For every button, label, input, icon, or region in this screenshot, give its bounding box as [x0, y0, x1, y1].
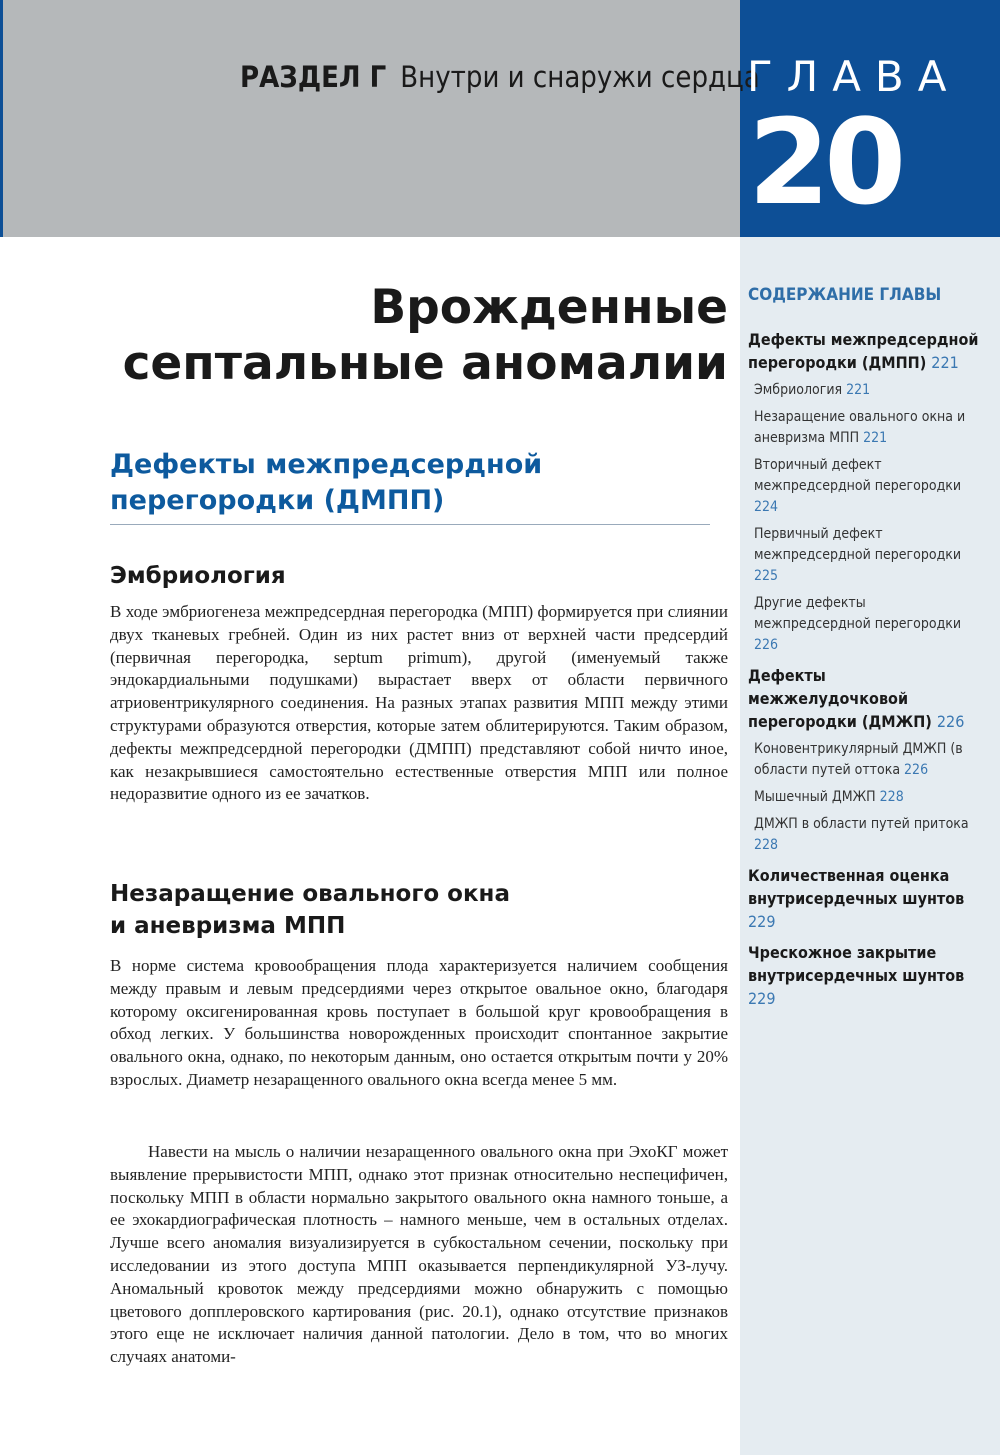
- toc-page-number: 225: [754, 568, 779, 584]
- toc-subentry[interactable]: [754, 739, 988, 781]
- paragraph: В норме система кровообращения плода характеризуется наличием сообщения между правым и левым предсердиями через открытое овальное окно, благодаря которому оксигенированная кровь поступает в большой круг кровообращения в обход легких. У большинства новорожденных происходит спонтанное закрытие овального окна, однако, по некоторым данным, оно остается открытым почти у 20% взрослых. Диаметр незаращенного овального окна всегда менее 5 мм.: [110, 956, 728, 1089]
- sidebar-title: СОДЕРЖАНИЕ ГЛАВЫ: [748, 285, 942, 305]
- toc-page-number: 226: [936, 712, 965, 731]
- toc-subentry[interactable]: [754, 455, 988, 518]
- toc-page-number: 221: [863, 430, 888, 446]
- toc-page-number: 221: [846, 382, 871, 398]
- toc-page-number: 228: [754, 837, 779, 853]
- toc-subentry[interactable]: [754, 380, 988, 401]
- header-left-accent: [0, 0, 3, 237]
- chapter-title-line1: Врожденные: [370, 280, 728, 335]
- header-gray-band: [0, 0, 740, 237]
- toc-page-number: 221: [931, 353, 959, 372]
- toc-entry-label: Чрескожное закрытие внутрисердечных шунтов: [748, 943, 965, 985]
- toc-subentry-label: Коновентрикулярный ДМЖП (в области путей оттока: [754, 741, 963, 778]
- toc-entry[interactable]: [748, 328, 988, 374]
- toc-page-number: 229: [748, 912, 776, 931]
- toc-subentry[interactable]: [754, 593, 988, 656]
- toc-subentry[interactable]: [754, 787, 988, 808]
- section-title: Внутри и снаружи сердца: [400, 60, 760, 94]
- toc-subentry[interactable]: [754, 407, 988, 449]
- toc-subentry-label: ДМЖП в области путей притока: [754, 816, 969, 832]
- toc-subentry-label: Незаращение овального окна и аневризма МПП: [754, 409, 966, 446]
- toc-subentry-label: Вторичный дефект межпредсердной перегородки: [754, 457, 962, 494]
- heading-divider: [110, 524, 710, 525]
- toc-entry-label: Количественная оценка внутрисердечных шунтов: [748, 866, 965, 908]
- section-label: РАЗДЕЛ Г: [240, 60, 387, 94]
- subheading-pfo: [110, 878, 730, 942]
- chapter-title-line2: септальные аномалии: [122, 336, 728, 391]
- toc-subentry-label: Другие дефекты межпредсердной перегородки: [754, 595, 962, 632]
- main-heading: Дефекты межпредсердной перегородки (ДМПП): [110, 449, 543, 516]
- toc-entry-label: Дефекты межжелудочковой перегородки (ДМЖП): [748, 666, 932, 731]
- subheading-pfo-line1: Незаращение овального окна: [110, 881, 510, 907]
- table-of-contents: [748, 328, 988, 1012]
- toc-entry[interactable]: [748, 941, 988, 1010]
- subheading-pfo-line2: и аневризма МПП: [110, 913, 346, 939]
- toc-entry[interactable]: [748, 864, 988, 933]
- toc-subentry[interactable]: [754, 814, 988, 856]
- toc-page-number: 224: [754, 499, 779, 515]
- paragraph: Навести на мысль о наличии незаращенного овального окна при ЭхоКГ может выявление прерывистости МПП, однако этот признак относительно неспецифичен, поскольку МПП в области нормально закрытого овального окна намного тоньше, а ее эхокардиографическая плотность – намного меньше, чем в остальных отделах. Лучше всего аномалия визуализируется в субкостальном сечении, поскольку при исследовании из этого доступа МПП оказывается перпендикулярной УЗ-лучу. Аномальный кровоток между предсердиями можно обнаружить с помощью цветового допплеровского картирования (рис. 20.1), однако отсутствие признаков этого еще не исключает наличия данной патологии. Дело в том, что во многих случаях анатоми-: [110, 1142, 728, 1367]
- toc-subentry-label: Первичный дефект межпредсердной перегородки: [754, 526, 962, 563]
- chapter-number: 20: [748, 93, 901, 231]
- section-header: [240, 60, 760, 94]
- toc-entry[interactable]: [748, 664, 988, 733]
- subheading-embryology: Эмбриология: [110, 563, 286, 589]
- chapter-title: [108, 280, 728, 392]
- toc-subentry-label: Эмбриология: [754, 382, 843, 398]
- paragraph: В ходе эмбриогенеза межпредсердная перегородка (МПП) формируется при слиянии двух тканевых гребней. Один из них растет вниз от верхней части предсердий (первичная перегородка, septum primum), другой (именуемый также эндокардиальными подушками) вырастает вверх от области первичного атриовентрикулярного соединения. На разных этапах развития МПП между этими структурами образуются отверстия, которые затем облитерируются. Таким образом, дефекты межпредсердной перегородки (ДМПП) представляют собой ничто иное, как незакрывшиеся самостоятельно естественные отверстия МПП или полное недоразвитие одного из ее зачатков.: [110, 602, 728, 804]
- toc-subentry-label: Мышечный ДМЖП: [754, 789, 876, 805]
- toc-page-number: 226: [754, 637, 779, 653]
- toc-entry-label: Дефекты межпредсердной перегородки (ДМПП): [748, 330, 979, 372]
- toc-subentry[interactable]: [754, 524, 988, 587]
- toc-page-number: 229: [748, 989, 776, 1008]
- toc-page-number: 226: [904, 762, 929, 778]
- toc-page-number: 228: [879, 789, 904, 805]
- chapter-word: ГЛАВА: [747, 52, 961, 101]
